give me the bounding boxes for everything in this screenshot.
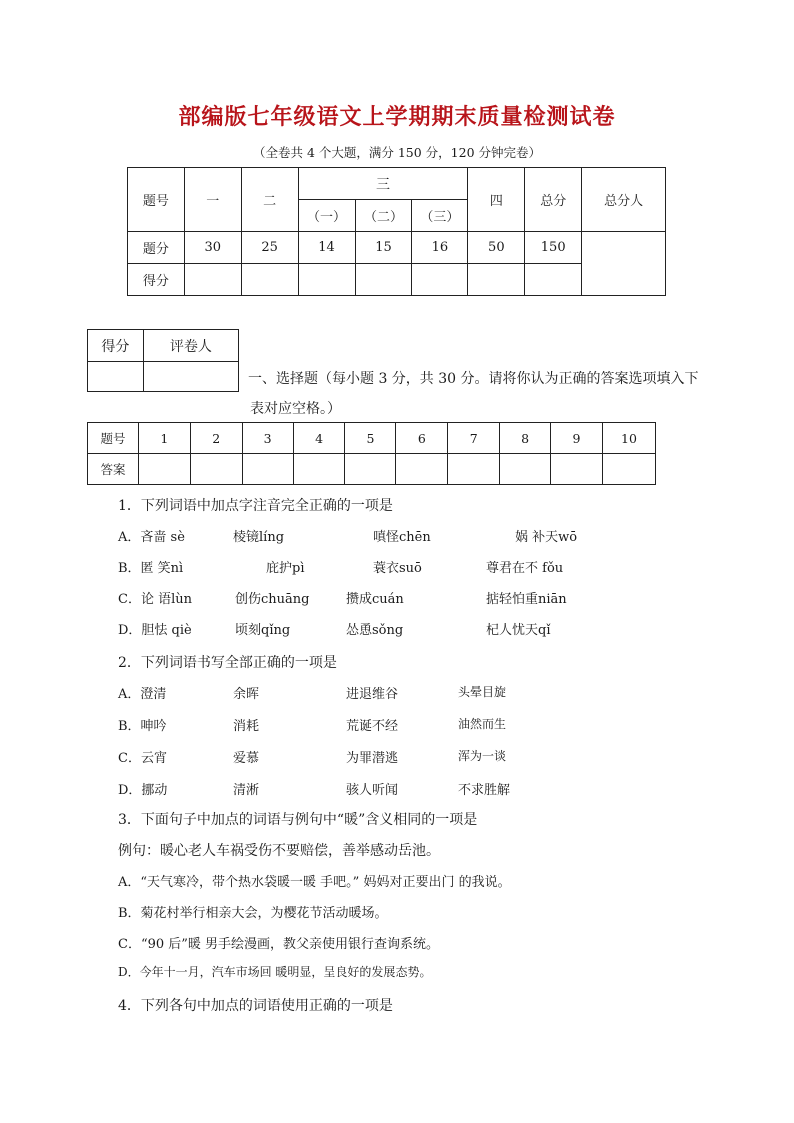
- answer-cell[interactable]: [396, 454, 448, 485]
- answer-cell[interactable]: [448, 454, 500, 485]
- q2-option-c-3: 为罪潜逃: [346, 751, 399, 766]
- q2-option-b-4: 油然而生: [458, 717, 507, 731]
- score-header-scorer: 总分人: [582, 168, 666, 232]
- scorer-cell[interactable]: [582, 232, 666, 296]
- question-1-stem: 1．下列词语中加点字注音完全正确的一项是: [118, 498, 393, 514]
- q2-option-b-3: 荒诞不经: [346, 719, 399, 734]
- answer-number: 2: [190, 423, 242, 454]
- score-cell[interactable]: [412, 264, 468, 296]
- points-cell: 50: [468, 232, 525, 264]
- q3-example: 例句：暖心老人车祸受伤不要赔偿，善举感动岳池。: [118, 843, 440, 859]
- points-cell: 150: [525, 232, 582, 264]
- q1-option-a-3: 嗔怪chēn: [373, 530, 431, 545]
- score-cell[interactable]: [355, 264, 412, 296]
- question-2-stem: 2．下列词语书写全部正确的一项是: [118, 655, 337, 671]
- grader-score-cell[interactable]: [88, 362, 144, 392]
- answer-number: 3: [242, 423, 293, 454]
- question-3-stem: 3．下面句子中加点的词语与例句中“暖”含义相同的一项是: [118, 812, 478, 828]
- grader-label: 评卷人: [143, 330, 238, 362]
- answer-cell[interactable]: [602, 454, 655, 485]
- score-header-3: 三: [298, 168, 468, 200]
- answer-number: 10: [602, 423, 655, 454]
- answer-cell[interactable]: [138, 454, 190, 485]
- q1-option-a-4: 娲 补天wō: [515, 530, 578, 545]
- q1-option-b-2: 庇护pì: [266, 561, 305, 576]
- answer-cell[interactable]: [500, 454, 551, 485]
- q1-option-d-3: 怂恿sǒng: [346, 623, 404, 638]
- q1-option-b-3: 蓑衣suō: [373, 561, 422, 576]
- q1-option-b-1: B．匿 笑nì: [118, 561, 184, 576]
- answer-number: 1: [138, 423, 190, 454]
- section-1-heading-line2: 表对应空格。）: [250, 401, 341, 417]
- score-cell[interactable]: [184, 264, 241, 296]
- q1-option-d-2: 顷刻qǐng: [235, 623, 291, 638]
- q2-option-c-2: 爱慕: [233, 751, 260, 766]
- exam-subtitle: （全卷共 4 个大题，满分 150 分，120 分钟完卷）: [252, 145, 542, 160]
- score-row-label: 得分: [128, 264, 185, 296]
- answer-number: 7: [448, 423, 500, 454]
- answer-number: 4: [293, 423, 345, 454]
- question-4-stem: 4．下列各句中加点的词语使用正确的一项是: [118, 998, 393, 1014]
- answer-cell[interactable]: [242, 454, 293, 485]
- q3-option-a: A．“天气寒冷，带个热水袋暖一暖 手吧。” 妈妈对正要出门 的我说。: [118, 875, 511, 890]
- score-header-4: 四: [468, 168, 525, 232]
- grader-name-cell[interactable]: [143, 362, 238, 392]
- q1-option-c-1: C．论 语lùn: [118, 592, 192, 607]
- points-cell: 25: [241, 232, 298, 264]
- score-cell[interactable]: [525, 264, 582, 296]
- q3-option-d: D．今年十一月，汽车市场回 暖明显，呈良好的发展态势。: [118, 965, 432, 979]
- grader-table: [87, 329, 239, 392]
- score-header-3-3: （三）: [412, 200, 468, 232]
- q1-option-a-1: A．吝啬 sè: [118, 530, 185, 545]
- q1-option-c-2: 创伤chuāng: [235, 592, 310, 607]
- q2-option-a-1: A．澄清: [118, 687, 167, 702]
- q2-option-d-3: 骇人听闻: [346, 783, 399, 798]
- q1-option-c-4: 掂轻怕重niān: [486, 592, 567, 607]
- score-cell[interactable]: [298, 264, 355, 296]
- score-header-total: 总分: [525, 168, 582, 232]
- q3-option-b: B．菊花村举行相亲大会，为樱花节活动暖场。: [118, 906, 388, 921]
- score-header-2: 二: [241, 168, 298, 232]
- q2-option-b-2: 消耗: [233, 719, 260, 734]
- score-header-1: 一: [184, 168, 241, 232]
- score-cell[interactable]: [241, 264, 298, 296]
- answer-cell[interactable]: [345, 454, 396, 485]
- score-header-3-2: （二）: [355, 200, 412, 232]
- section-1-heading-line1: 一、选择题（每小题 3 分，共 30 分。请将你认为正确的答案选项填入下: [248, 371, 699, 387]
- q1-option-d-1: D．胆怯 qiè: [118, 623, 192, 638]
- answer-number: 9: [551, 423, 603, 454]
- score-header-3-1: （一）: [298, 200, 355, 232]
- q1-option-b-4: 尊君在不 fǒu: [486, 561, 564, 576]
- points-cell: 14: [298, 232, 355, 264]
- q2-option-d-4: 不求胜解: [458, 783, 511, 798]
- answer-table: [87, 422, 656, 485]
- points-cell: 16: [412, 232, 468, 264]
- q2-option-d-2: 清淅: [233, 783, 260, 798]
- answer-cell[interactable]: [190, 454, 242, 485]
- q2-option-c-4: 浑为一谈: [458, 749, 507, 763]
- q2-option-a-4: 头晕目旋: [458, 685, 507, 699]
- score-header-question: 题号: [128, 168, 185, 232]
- answer-number: 8: [500, 423, 551, 454]
- q2-option-a-2: 余晖: [233, 687, 260, 702]
- points-cell: 30: [184, 232, 241, 264]
- q1-option-c-3: 攒成cuán: [346, 592, 404, 607]
- grader-score-label: 得分: [88, 330, 144, 362]
- points-row-label: 题分: [128, 232, 185, 264]
- q1-option-a-2: 棱镜líng: [233, 530, 285, 545]
- score-cell[interactable]: [468, 264, 525, 296]
- q1-option-d-4: 杞人忧天qǐ: [486, 623, 551, 638]
- q3-option-c: C．“90 后”暖 男手绘漫画，教父亲使用银行查询系统。: [118, 937, 440, 952]
- exam-title: 部编版七年级语文上学期期末质量检测试卷: [178, 105, 616, 130]
- points-cell: 15: [355, 232, 412, 264]
- score-summary-table: [127, 167, 666, 296]
- q2-option-d-1: D．挪动: [118, 783, 168, 798]
- q2-option-b-1: B．呻吟: [118, 719, 167, 734]
- answer-cell[interactable]: [293, 454, 345, 485]
- section-1-heading: [250, 364, 710, 424]
- q2-option-a-3: 进退维谷: [346, 687, 399, 702]
- answer-row-label: 答案: [88, 454, 139, 485]
- answer-number: 6: [396, 423, 448, 454]
- answer-number: 5: [345, 423, 396, 454]
- answer-cell[interactable]: [551, 454, 603, 485]
- q2-option-c-1: C．云宵: [118, 751, 167, 766]
- answer-header-label: 题号: [88, 423, 139, 454]
